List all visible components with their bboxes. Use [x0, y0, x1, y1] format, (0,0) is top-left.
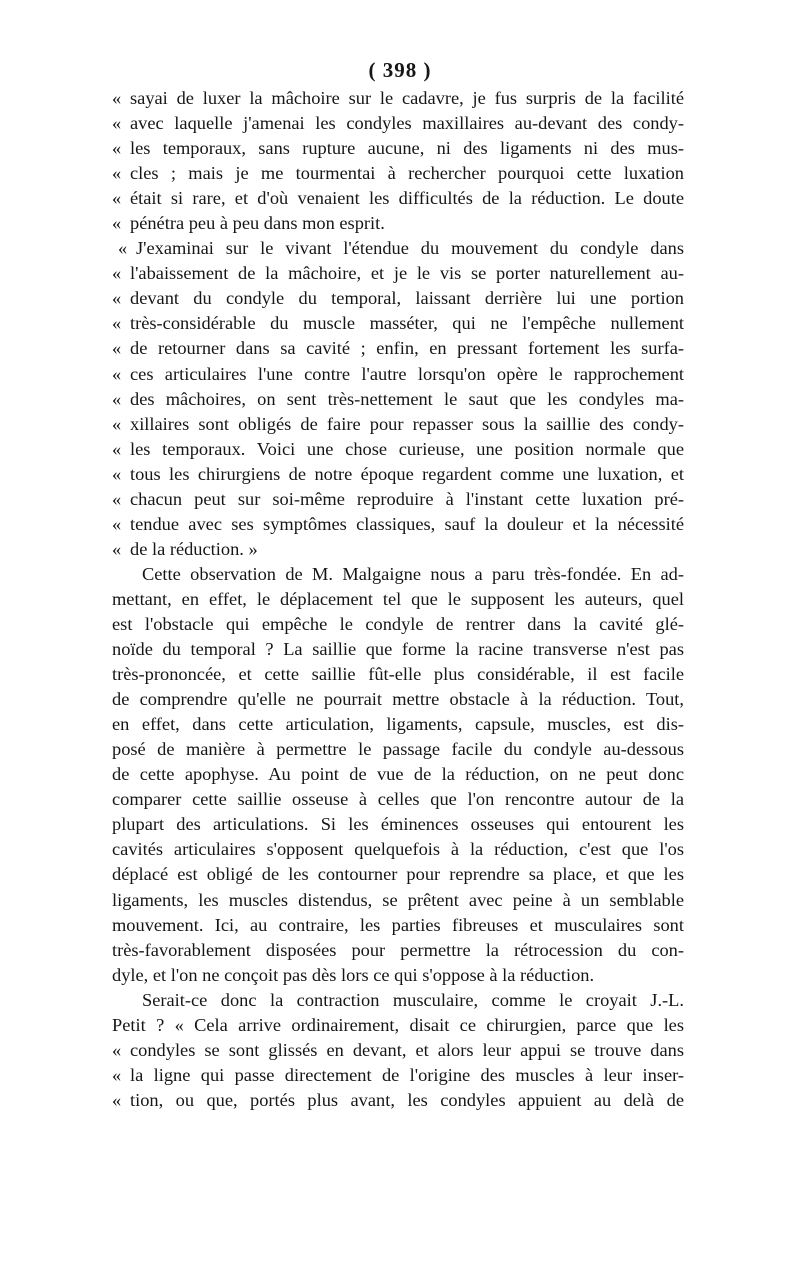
line-text: de la réduction. » [130, 538, 258, 559]
line-text: les temporaux, sans rupture aucune, ni des ligaments ni des mus- [130, 138, 684, 159]
text-line: est l'obstacle qui empêche le condyle de rentrer dans la cavité glé- [112, 613, 684, 634]
text-line: de cette apophyse. Au point de vue de la réduction, on ne peut donc [112, 764, 684, 785]
text-line [112, 1038, 684, 1063]
line-text: tendue avec ses symptômes classiques, sauf la douleur et la nécessité [130, 513, 684, 534]
text-line: noïde du temporal ? La saillie que forme la racine transverse n'est pas [112, 639, 684, 660]
quote-mark: « [112, 188, 122, 209]
quote-mark: « [118, 238, 128, 259]
text-line [112, 362, 684, 387]
text-line: très-favorablement disposées pour permettre la rétrocession du con- [112, 939, 684, 960]
text-line [112, 387, 684, 412]
paragraph-1 [112, 562, 684, 988]
line-text: des mâchoires, on sent très-nettement le saut que les condyles ma- [130, 388, 684, 409]
line-text: xillaires sont obligés de faire pour repasser sous la saillie des condy- [130, 413, 684, 434]
line-text: très-considérable du muscle masséter, qui ne l'empêche nullement [130, 313, 684, 334]
quote-mark: « [112, 513, 122, 534]
quote-block-2 [112, 236, 684, 562]
line-text: devant du condyle du temporal, laissant derrière lui une portion [130, 288, 684, 309]
line-text: tion, ou que, portés plus avant, les condyles appuient au delà de [130, 1089, 684, 1110]
page-number: ( 398 ) [368, 58, 432, 82]
quote-mark: « [112, 363, 122, 384]
line-text: de retourner dans sa cavité ; enfin, en pressant fortement les surfa- [130, 338, 684, 359]
line-text: sayai de luxer la mâchoire sur le cadavre, je fus surpris de la facilité [130, 88, 684, 108]
line-text: cles ; mais je me tourmentai à rechercher pourquoi cette luxation [130, 163, 684, 184]
line-text: J'examinai sur le vivant l'étendue du mouvement du condyle dans [136, 238, 684, 259]
quote-block-1 [112, 86, 684, 236]
line-text: était si rare, et d'où venaient les difficultés de la réduction. Le doute [130, 188, 684, 209]
line-text: pénétra peu à peu dans mon esprit. [130, 213, 385, 234]
line-text: les temporaux. Voici une chose curieuse, une position normale que [130, 438, 684, 459]
quote-mark: « [112, 213, 122, 234]
text-line [112, 86, 684, 111]
quote-mark: « [112, 163, 122, 184]
text-line [112, 512, 684, 537]
text-line [112, 487, 684, 512]
quote-block-3 [112, 1038, 684, 1113]
line-text: condyles se sont glissés en devant, et alors leur appui se trouve dans [130, 1039, 684, 1060]
text-line [112, 1088, 684, 1113]
quote-mark: « [112, 288, 122, 309]
text-line: de comprendre qu'elle ne pourrait mettre obstacle à la réduction. Tout, [112, 689, 684, 710]
page-body [112, 86, 684, 1113]
quote-mark: « [112, 438, 122, 459]
text-line [112, 437, 684, 462]
quote-mark: « [112, 1089, 122, 1110]
text-line: plupart des articulations. Si les éminences osseuses qui entourent les [112, 814, 684, 835]
quote-mark: « [112, 338, 122, 359]
text-line [112, 412, 684, 437]
line-text: ces articulaires l'une contre l'autre lorsqu'on opère le rapprochement [130, 363, 684, 384]
text-line [112, 336, 684, 361]
text-line: posé de manière à permettre le passage facile du condyle au-dessous [112, 739, 684, 760]
text-line [112, 236, 684, 261]
line-text: avec laquelle j'amenai les condyles maxillaires au-devant des condy- [130, 113, 684, 134]
text-line [112, 261, 684, 286]
quote-mark: « [112, 1039, 122, 1060]
text-line: dyle, et l'on ne conçoit pas dès lors ce qui s'oppose à la réduction. [112, 964, 595, 985]
quote-mark: « [112, 263, 122, 284]
text-line: Serait-ce donc la contraction musculaire, comme le croyait J.-L. [142, 989, 684, 1010]
line-text: la ligne qui passe directement de l'origine des muscles à leur inser- [130, 1064, 684, 1085]
text-line: très-prononcée, et cette saillie fût-elle plus considérable, il est facile [112, 664, 684, 685]
quote-mark: « [112, 388, 122, 409]
quote-mark: « [112, 138, 122, 159]
text-line: Petit ? « Cela arrive ordinairement, disait ce chirurgien, parce que les [112, 1014, 684, 1035]
text-line: mouvement. Ici, au contraire, les parties fibreuses et musculaires sont [112, 914, 684, 935]
text-line [112, 111, 684, 136]
text-line [112, 211, 684, 236]
text-line: en effet, dans cette articulation, ligaments, capsule, muscles, est dis- [112, 714, 684, 735]
text-line: comparer cette saillie osseuse à celles que l'on rencontre autour de la [112, 789, 684, 810]
quote-mark: « [112, 463, 122, 484]
line-text: tous les chirurgiens de notre époque regardent comme une luxation, et [130, 463, 684, 484]
paragraph-2 [112, 988, 684, 1038]
quote-mark: « [112, 113, 122, 134]
text-line: Cette observation de M. Malgaigne nous a paru très-fondée. En ad- [142, 563, 684, 584]
text-line [112, 537, 684, 562]
text-line [112, 136, 684, 161]
text-line: déplacé est obligé de les contourner pour reprendre sa place, et que les [112, 864, 684, 885]
text-line: cavités articulaires s'opposent quelquefois à la réduction, c'est que l'os [112, 839, 684, 860]
quote-mark: « [112, 538, 122, 559]
quote-mark: « [112, 313, 122, 334]
line-text: l'abaissement de la mâchoire, et je le vis se porter naturellement au- [130, 263, 684, 284]
text-line [112, 186, 684, 211]
text-line [112, 161, 684, 186]
text-line: mettant, en effet, le déplacement tel que le supposent les auteurs, quel [112, 588, 684, 609]
text-line [112, 311, 684, 336]
quote-mark: « [112, 88, 122, 108]
quote-mark: « [112, 1064, 122, 1085]
text-line [112, 462, 684, 487]
line-text: chacun peut sur soi-même reproduire à l'instant cette luxation pré- [130, 488, 684, 509]
quote-mark: « [112, 488, 122, 509]
text-line [112, 1063, 684, 1088]
quote-mark: « [112, 413, 122, 434]
text-line [112, 286, 684, 311]
text-line: ligaments, les muscles distendus, se prêtent avec peine à un semblable [112, 889, 684, 910]
